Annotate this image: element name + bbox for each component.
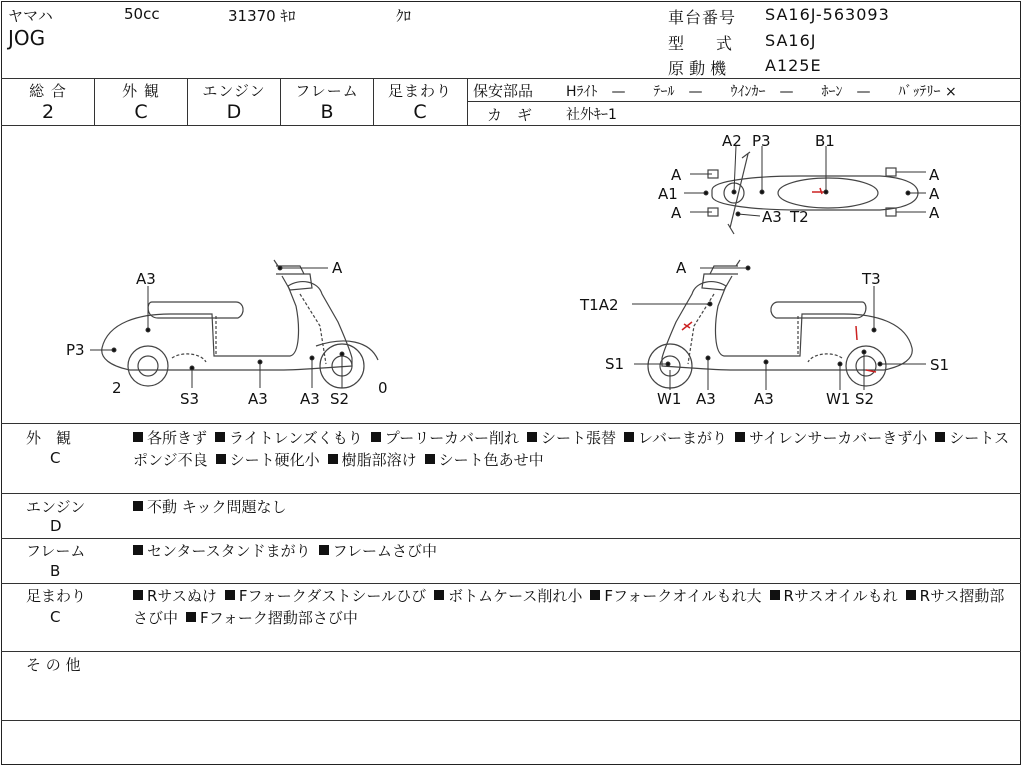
bullet-icon — [770, 590, 780, 600]
frame-grade: B — [320, 101, 334, 123]
section-divider — [1, 651, 1021, 652]
diagram-label: T3 — [862, 270, 881, 288]
bullet-icon — [133, 545, 143, 555]
diagram-label: 2 — [112, 379, 122, 397]
engine-notes — [133, 496, 1013, 518]
bullet-icon — [225, 590, 235, 600]
model-name: JOG — [8, 26, 46, 50]
diagram-label: A — [929, 185, 940, 203]
damage-mark — [812, 188, 824, 194]
bullet-icon — [425, 454, 435, 464]
exterior-grade: C — [134, 101, 148, 123]
section-divider — [1, 538, 1021, 539]
diagram-label: A3 — [754, 390, 774, 408]
engine-section-label: エンジン — [26, 498, 86, 516]
bullet-icon — [186, 612, 196, 622]
diagram-label: A3 — [248, 390, 268, 408]
type-label: 型 式 — [668, 34, 733, 53]
damage-mark — [856, 326, 857, 340]
suspension-grade: C — [413, 101, 427, 123]
frame-section-label: フレーム — [26, 542, 86, 560]
bullet-icon — [133, 501, 143, 511]
right-seat — [771, 302, 866, 318]
suspension-section-grade: C — [50, 608, 61, 626]
bullet-icon — [319, 545, 329, 555]
chassis-number: SA16J-563093 — [765, 5, 890, 24]
diagram-label: T2 — [790, 208, 809, 226]
diagram-label: S2 — [330, 390, 350, 408]
safety-parts-label: 保安部品 — [473, 82, 534, 100]
exterior-notes — [133, 427, 1013, 471]
bullet-icon — [590, 590, 600, 600]
damage-mark — [682, 322, 692, 330]
diagram-label: S3 — [180, 390, 200, 408]
diagram-label: S1 — [930, 356, 950, 374]
diagram-label: A — [676, 259, 687, 277]
bullet-icon — [906, 590, 916, 600]
bullet-icon — [216, 454, 226, 464]
diagram-label: A2 — [722, 132, 742, 150]
bullet-icon — [935, 432, 945, 442]
diagram-label: A3 — [762, 208, 782, 226]
overall-label: 総 合 — [29, 82, 67, 100]
left-seat — [148, 302, 243, 318]
engine-grade-label: エンジン — [202, 82, 266, 100]
left-scooter-body — [102, 282, 352, 370]
frame-section-grade: B — [50, 562, 61, 580]
frame-notes-text: センタースタンドまがり フレームさび中 — [147, 542, 438, 560]
bullet-icon — [215, 432, 225, 442]
section-divider — [1, 583, 1021, 584]
diagram-label: A3 — [696, 390, 716, 408]
header-divider — [1, 78, 1021, 79]
section-divider — [1, 720, 1021, 721]
bullet-icon — [527, 432, 537, 442]
section-divider — [1, 493, 1021, 494]
bullet-icon — [371, 432, 381, 442]
engine-section-grade: D — [50, 517, 62, 535]
diagram-label: A — [671, 204, 682, 222]
suspension-section-label: 足まわり — [26, 587, 87, 605]
bullet-icon — [434, 590, 444, 600]
damage-diagram — [0, 126, 1022, 423]
suspension-notes — [133, 585, 1013, 629]
diagram-label: A — [929, 204, 940, 222]
diagram-label: W1 — [826, 390, 851, 408]
left-rear-wheel — [128, 346, 168, 386]
diagram-label: W1 — [657, 390, 682, 408]
chassis-label: 車台番号 — [668, 8, 737, 27]
diagram-label: T1A2 — [580, 296, 619, 314]
bullet-icon — [133, 590, 143, 600]
suspension-grade-label: 足まわり — [387, 82, 452, 100]
exterior-section-grade: C — [50, 449, 61, 467]
overall-grade: 2 — [41, 101, 55, 123]
suspension-notes-text: Rサスぬけ Fフォークダストシールひび ボトムケース削れ小 Fフォークオイルもれ大 Rサスオイルもれ Rサス摺動部さび中 Fフォーク摺動部さび中 — [133, 587, 1005, 627]
top-view-body — [712, 176, 918, 210]
diagram-divider — [1, 423, 1021, 424]
mileage: 31370 ｷﾛ — [228, 7, 296, 25]
diagram-label: P3 — [66, 341, 85, 359]
diagram-label: A — [671, 166, 682, 184]
type-value: SA16J — [765, 31, 817, 50]
other-section-label: そ の 他 — [26, 656, 81, 674]
safety-divider — [467, 101, 1021, 102]
displacement: 50cc — [124, 5, 160, 23]
bullet-icon — [624, 432, 634, 442]
safety-parts-status: Hﾗｲﾄ — ﾃｰﾙ — ｳｲﾝｶｰ — ﾎｰﾝ — ﾊﾞｯﾃﾘｰ × — [566, 84, 957, 100]
frame-notes — [133, 540, 1013, 562]
engine-model: A125E — [765, 56, 822, 75]
maker: ヤマハ — [8, 7, 53, 25]
diagram-label: A — [929, 166, 940, 184]
engine-grade: D — [226, 101, 242, 123]
right-scooter-body — [662, 282, 912, 370]
diagram-label: B1 — [815, 132, 835, 150]
color: ｸﾛ — [396, 7, 412, 25]
bullet-icon — [735, 432, 745, 442]
diagram-label: S2 — [855, 390, 875, 408]
diagram-label: A — [332, 259, 343, 277]
key-label: カ ギ — [487, 106, 533, 124]
exterior-notes-text: 各所きず ライトレンズくもり プーリーカバー削れ シート張替 レバーまがり サイレンサーカバーきず小 シートスポンジ不良 シート硬化小 樹脂部溶け シート色あせ中 — [133, 429, 1010, 469]
key-value: 社外ｷｰ1 — [566, 107, 617, 123]
engine-label: 原 動 機 — [668, 59, 727, 78]
engine-notes-text: 不動 キック問題なし — [147, 498, 287, 516]
diagram-label: 0 — [378, 379, 388, 397]
diagram-label: A1 — [658, 185, 678, 203]
diagram-label: A3 — [300, 390, 320, 408]
exterior-label: 外 観 — [26, 429, 72, 447]
bullet-icon — [328, 454, 338, 464]
exterior-grade-label: 外 観 — [122, 82, 160, 100]
diagram-label: A3 — [136, 270, 156, 288]
bullet-icon — [133, 432, 143, 442]
diagram-label: S1 — [605, 355, 625, 373]
diagram-label: P3 — [752, 132, 771, 150]
frame-grade-label: フレーム — [295, 82, 359, 100]
